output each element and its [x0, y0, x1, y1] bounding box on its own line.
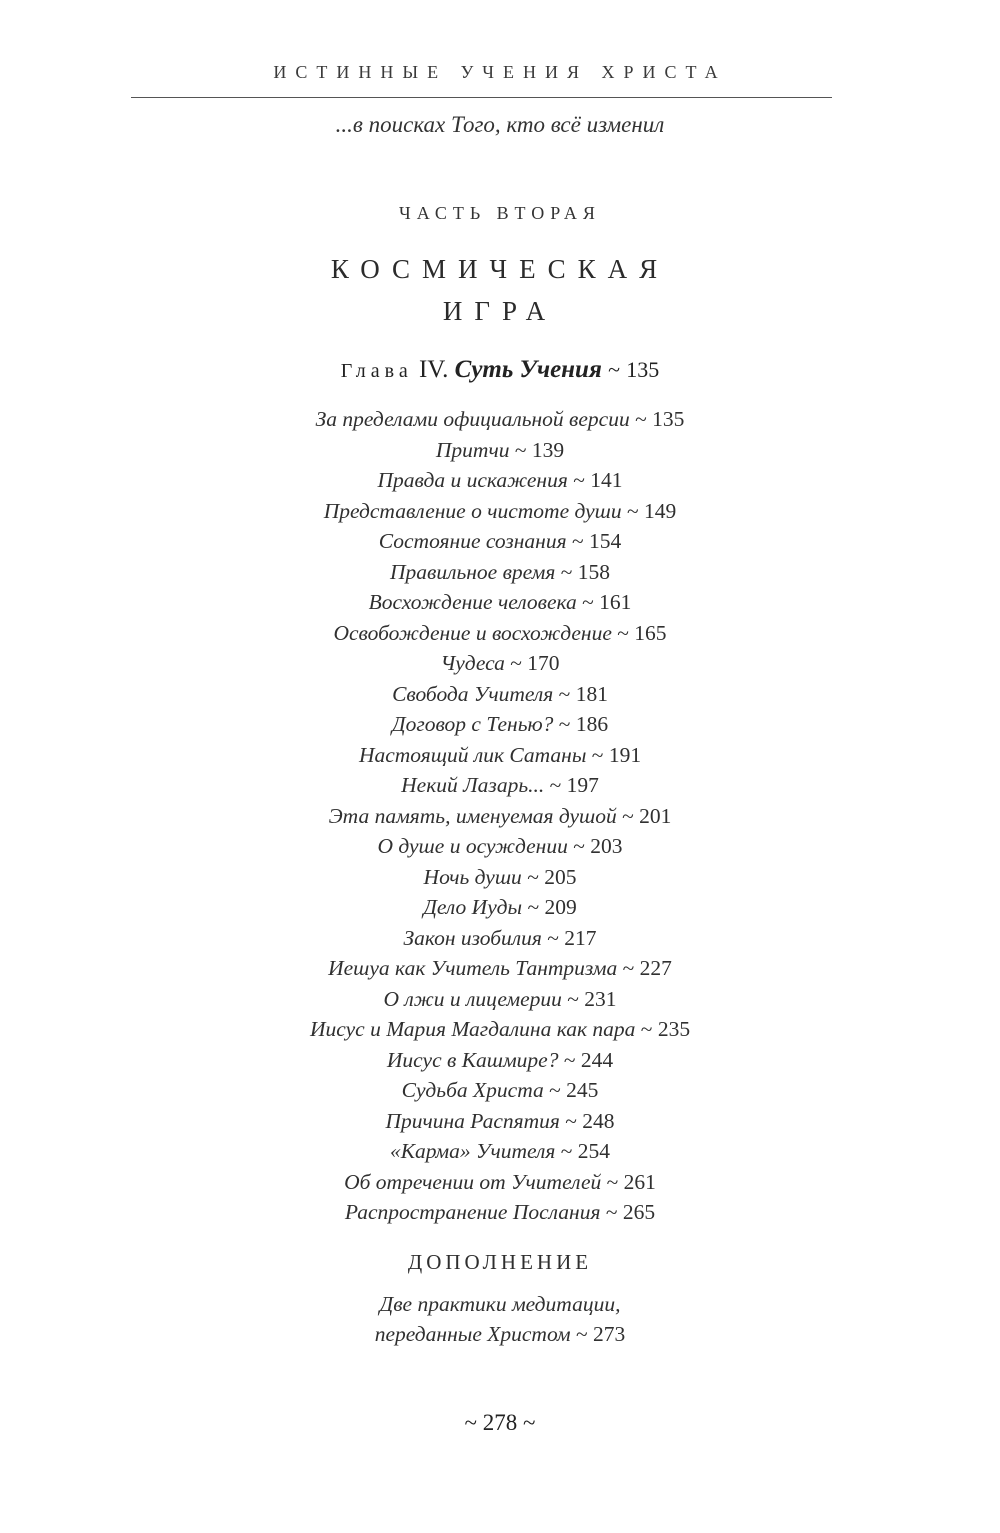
toc-entry-separator: ~	[510, 651, 522, 675]
toc-entry[interactable]	[0, 1106, 1000, 1137]
appendix-entry-title: переданные Христом	[374, 1322, 571, 1346]
toc-entry-page: 235	[657, 1017, 691, 1041]
toc-entry[interactable]	[0, 923, 1000, 954]
toc-entry-separator: ~	[606, 1169, 619, 1194]
toc-entry[interactable]	[0, 984, 1000, 1015]
toc-entry-separator: ~	[527, 864, 539, 889]
toc-entry-separator: ~	[622, 803, 634, 828]
toc-entry-separator: ~	[571, 529, 584, 553]
toc-entry[interactable]	[0, 648, 1000, 679]
toc-entry-separator: ~	[549, 773, 562, 797]
toc-entry[interactable]	[0, 587, 1000, 618]
toc-entry[interactable]	[0, 1014, 1000, 1045]
toc-entry-title: О лжи и лицемерии	[383, 986, 562, 1011]
toc-entry-page: 135	[652, 407, 685, 431]
chapter-separator: ~	[608, 357, 620, 382]
toc-entry-separator: ~	[560, 1139, 573, 1163]
toc-entry[interactable]	[0, 740, 1000, 771]
toc-entry-separator: ~	[573, 468, 585, 492]
toc-entry-title: Правда и искажения	[377, 468, 568, 492]
toc-entry-separator: ~	[617, 620, 629, 645]
toc-entry-separator: ~	[567, 986, 579, 1011]
toc-entry-page: 244	[580, 1047, 614, 1072]
chapter-page: 135	[626, 357, 660, 382]
toc-entry-page: 154	[588, 529, 622, 553]
toc-entry[interactable]	[0, 1167, 1000, 1198]
toc-entry[interactable]	[0, 801, 1000, 832]
book-subtitle: ...в поисках Того, кто всё изменил	[335, 112, 665, 137]
header-rule	[131, 97, 832, 98]
part-title-line2: ИГРА	[442, 296, 558, 326]
toc-entry-separator: ~	[591, 742, 604, 767]
chapter-heading[interactable]	[0, 356, 1000, 384]
toc-entry[interactable]	[0, 1136, 1000, 1167]
toc-entry[interactable]	[0, 526, 1000, 557]
toc-entry-page: 254	[577, 1139, 611, 1163]
toc-entry-title: Притчи	[435, 437, 510, 462]
toc-entry-title: Представление о чистоте души	[323, 498, 622, 523]
toc-entry-page: 248	[582, 1108, 615, 1133]
toc-entry[interactable]	[0, 679, 1000, 710]
toc-entry-title: Распространение Послания	[344, 1200, 601, 1224]
chapter-word: Глава	[340, 360, 413, 382]
toc-entry-separator: ~	[558, 712, 571, 736]
toc-entry-title: Иисус в Кашмире?	[386, 1047, 559, 1072]
appendix-entry-line1[interactable]: Две практики медитации,	[379, 1292, 621, 1316]
toc-entry-separator: ~	[626, 498, 639, 523]
toc-entry-separator: ~	[565, 1108, 577, 1133]
toc-entry-title: «Карма» Учителя	[389, 1139, 556, 1163]
appendix-entry-separator: ~	[575, 1322, 588, 1346]
toc-entry[interactable]	[0, 496, 1000, 527]
toc-entry-page: 205	[544, 864, 577, 889]
toc-entry-page: 227	[639, 956, 672, 980]
chapter-number: IV.	[418, 356, 449, 383]
toc-entry[interactable]	[0, 1045, 1000, 1076]
toc-entry[interactable]	[0, 618, 1000, 649]
toc-entry-page: 203	[590, 834, 623, 858]
toc-entry-title: Правильное время	[389, 559, 556, 584]
toc-entry[interactable]	[0, 404, 1000, 435]
toc-entry-page: 181	[575, 681, 608, 706]
toc-entry[interactable]	[0, 1075, 1000, 1106]
toc-entry-page: 149	[644, 498, 677, 523]
toc-entry-page: 197	[566, 773, 599, 797]
appendix-entry-line2[interactable]	[0, 1322, 1000, 1347]
toc-entry-title: Настоящий лик Сатаны	[358, 742, 587, 767]
toc-entry-title: Свобода Учителя	[392, 681, 554, 706]
toc-entry-title: Эта память, именуемая душой	[328, 803, 617, 828]
toc-entry[interactable]	[0, 465, 1000, 496]
toc-entry-title: Восхождение человека	[368, 590, 577, 614]
toc-entry-page: 165	[634, 620, 667, 645]
toc-entry-title: Ночь души	[423, 864, 522, 889]
toc-entry-title: Освобождение и восхождение	[333, 620, 612, 645]
toc-entry-page: 170	[527, 651, 560, 675]
page-number: ~ 278 ~	[464, 1410, 536, 1435]
running-head: ИСТИННЫЕ УЧЕНИЯ ХРИСТА	[273, 62, 727, 82]
toc-entry-page: 158	[577, 559, 611, 584]
toc-entry[interactable]	[0, 435, 1000, 466]
toc-entry-separator: ~	[560, 559, 573, 584]
toc-entry[interactable]	[0, 709, 1000, 740]
toc-entry-title: Договор с Тенью?	[391, 712, 554, 736]
toc-entry-separator: ~	[640, 1017, 653, 1041]
toc-entry-title: Некий Лазарь...	[401, 773, 545, 797]
chapter-title: Суть Учения	[454, 356, 602, 383]
toc-entry-separator: ~	[549, 1078, 561, 1102]
toc-entry-separator: ~	[622, 956, 635, 980]
toc-entry-page: 191	[608, 742, 642, 767]
toc-entry-separator: ~	[514, 437, 527, 462]
toc-entry-page: 231	[584, 986, 617, 1011]
toc-entry-title: Об отречении от Учителей	[344, 1169, 602, 1194]
toc-entry[interactable]	[0, 1197, 1000, 1228]
toc-entry-title: Иисус и Мария Магдалина как пара	[309, 1017, 636, 1041]
toc-entry-title: Судьба Христа	[401, 1078, 544, 1102]
toc-entry-page: 161	[599, 590, 632, 614]
toc-entry-page: 261	[623, 1169, 656, 1194]
toc-entry[interactable]	[0, 831, 1000, 862]
toc-entry-title: За пределами официальной версии	[315, 407, 630, 431]
toc-entry-separator: ~	[573, 834, 585, 858]
toc-entry-separator: ~	[605, 1200, 618, 1224]
toc-entry-separator: ~	[582, 590, 594, 614]
toc-entry-page: 209	[544, 895, 577, 919]
toc-entry-title: Чудеса	[440, 651, 505, 675]
toc-entry-title: Дело Иуды	[423, 895, 523, 919]
toc-entry-title: Закон изобилия	[403, 925, 542, 950]
toc-entry-page: 201	[639, 803, 672, 828]
toc-entry-page: 139	[531, 437, 565, 462]
toc-entry-separator: ~	[558, 681, 571, 706]
toc-entry-title: Состояние сознания	[378, 529, 567, 553]
toc-entry[interactable]	[0, 892, 1000, 923]
toc-entry-page: 265	[622, 1200, 656, 1224]
toc-entry-separator: ~	[635, 407, 647, 431]
toc-entry[interactable]	[0, 862, 1000, 893]
toc-entry[interactable]	[0, 557, 1000, 588]
appendix-label: ДОПОЛНЕНИЕ	[407, 1250, 593, 1274]
toc-entry-title: Иешуа как Учитель Тантризма	[328, 956, 618, 980]
toc-entry-separator: ~	[547, 925, 559, 950]
toc-entry-page: 141	[590, 468, 623, 492]
toc-entry-separator: ~	[563, 1047, 576, 1072]
toc-entry[interactable]	[0, 770, 1000, 801]
part-label: ЧАСТЬ ВТОРАЯ	[399, 203, 601, 223]
toc-entry-page: 186	[575, 712, 609, 736]
toc-list	[0, 404, 1000, 1228]
toc-entry-page: 217	[564, 925, 597, 950]
part-title-line1: КОСМИЧЕСКАЯ	[330, 254, 670, 284]
toc-entry-title: О душе и осуждении	[377, 834, 568, 858]
toc-entry[interactable]	[0, 953, 1000, 984]
toc-entry-separator: ~	[527, 895, 540, 919]
toc-entry-page: 245	[566, 1078, 599, 1102]
toc-entry-title: Причина Распятия	[385, 1108, 560, 1133]
appendix-entry-page: 273	[592, 1322, 626, 1346]
